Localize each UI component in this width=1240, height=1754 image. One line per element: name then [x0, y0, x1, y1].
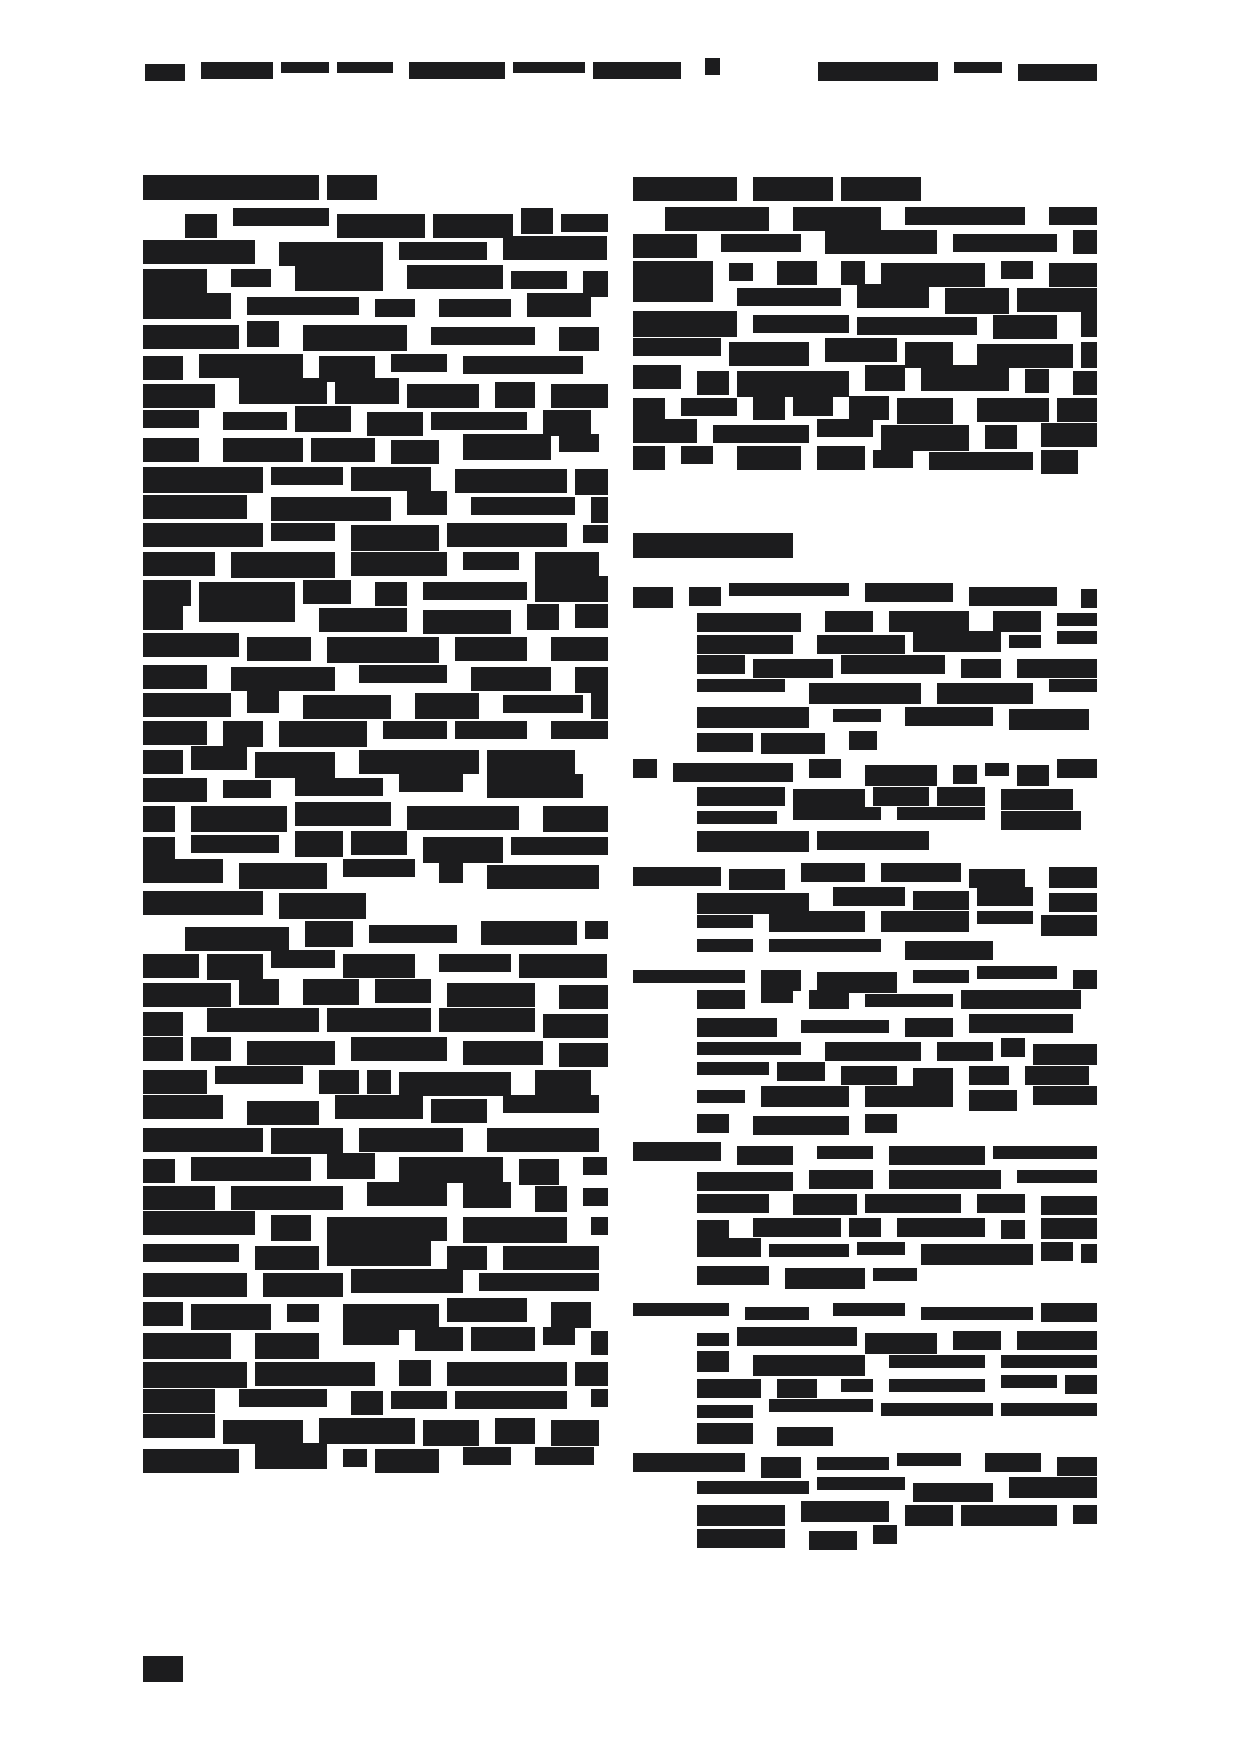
page-number: [143, 1656, 183, 1682]
